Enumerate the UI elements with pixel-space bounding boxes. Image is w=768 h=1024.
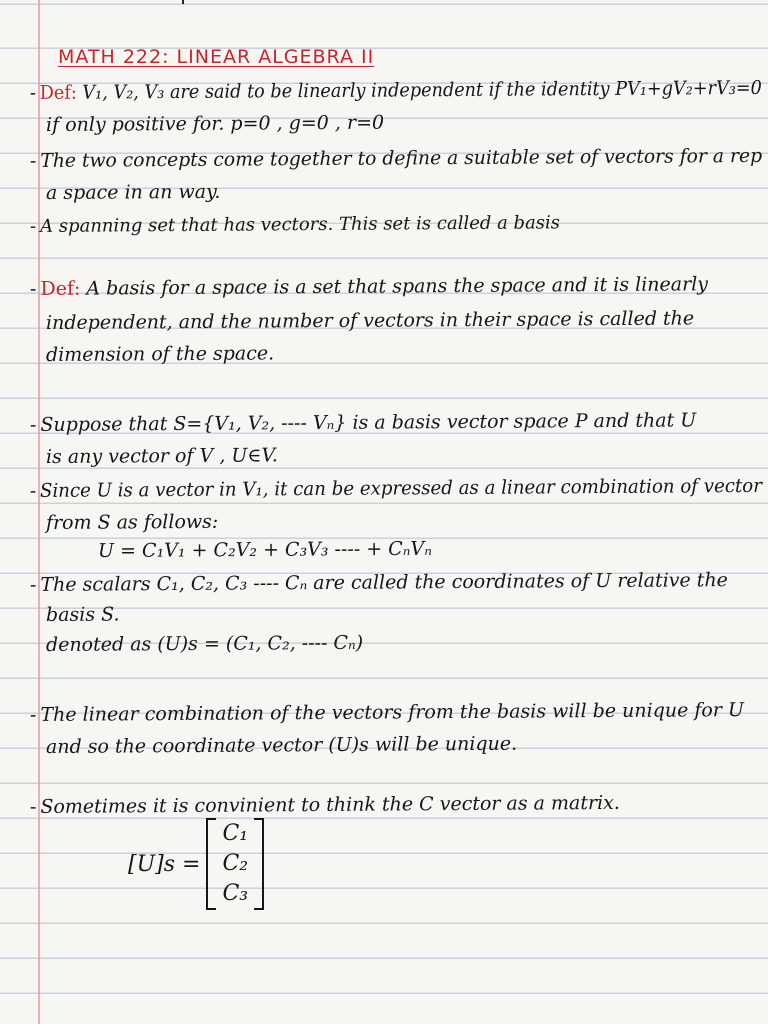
note-line-11: - Since U is a vector in V₁, it can be expressed as a linear combination of vector xyxy=(29,474,762,502)
note-equation: U = C₁V₁ + C₂V₂ + C₃V₃ ---- + CₙVₙ xyxy=(97,537,432,562)
note-line-19: - Sometimes it is convinient to think the C vector as a matrix. xyxy=(29,791,620,818)
note-line-6: - Def: A basis for a space is a set that spans the space and it is linearly xyxy=(29,273,709,300)
note-line-12: from S as follows: xyxy=(45,510,219,534)
top-pen-mark xyxy=(168,0,200,8)
note-line-8: dimension of the space. xyxy=(45,342,275,366)
def-label: Def: xyxy=(39,81,77,104)
page-title: MATH 222: LINEAR ALGEBRA II xyxy=(58,46,375,68)
note-line-7: independent, and the number of vectors in their space is called the xyxy=(45,307,695,334)
coordinate-matrix xyxy=(128,818,264,910)
note-line-16: denoted as (U)s = (C₁, C₂, ---- Cₙ) xyxy=(45,631,364,656)
matrix-entry: C₁ xyxy=(222,821,249,846)
note-line-3: - The two concepts come together to define a suitable set of vectors for a rep xyxy=(29,144,763,172)
def-label-2: Def: xyxy=(40,277,81,300)
matrix-entry: C₃ xyxy=(222,881,249,906)
matrix-entry: C₂ xyxy=(222,851,249,876)
note-line-5: - A spanning set that has vectors. This set is called a basis xyxy=(29,212,561,237)
matrix-column xyxy=(206,818,264,910)
note-line-15: basis S. xyxy=(45,603,120,626)
note-line-9: - Suppose that S={V₁, V₂, ---- Vₙ} is a basis vector space P and that U xyxy=(29,409,697,436)
note-line-10: is any vector of V , U∈V. xyxy=(45,444,278,468)
note-line-18: and so the coordinate vector (U)s will be unique. xyxy=(45,732,518,758)
note-line-17: - The linear combination of the vectors from the basis will be unique for U xyxy=(29,699,745,726)
note-line-2: if only positive for. p=0 , g=0 , r=0 xyxy=(45,111,385,136)
note-line-4: a space in an way. xyxy=(45,180,221,204)
note-line-14: - The scalars C₁, C₂, C₃ ---- Cₙ are called the coordinates of U relative the xyxy=(29,569,728,596)
matrix-lhs: [U]s = xyxy=(128,851,201,877)
note-line-1: - Def: V₁, V₂, V₃ are said to be linearly independent if the identity PV₁+gV₂+rV₃=0 xyxy=(29,76,762,104)
